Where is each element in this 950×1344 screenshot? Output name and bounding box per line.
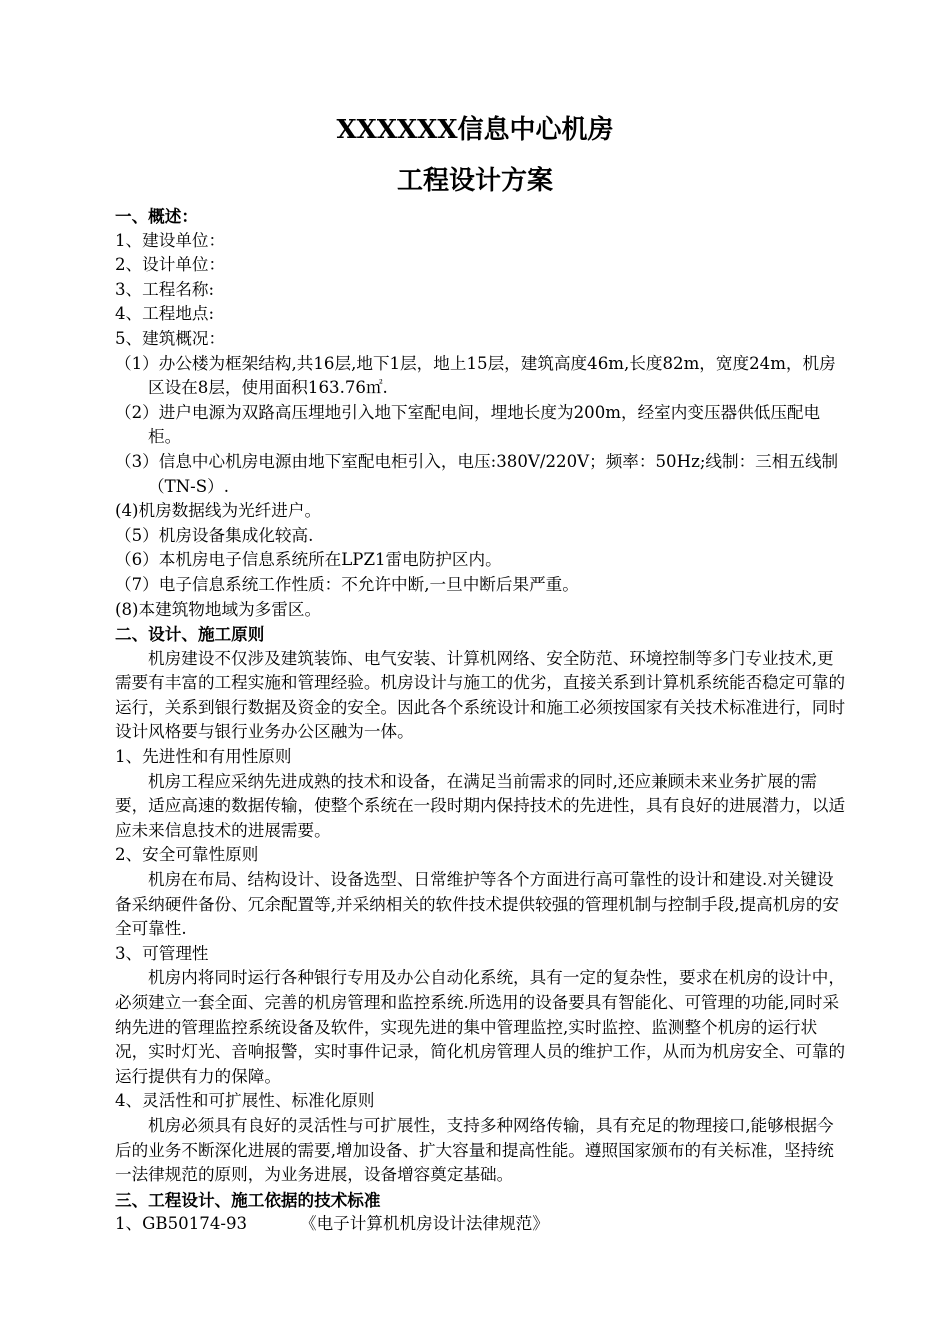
principle-text: 机房在布局、结构设计、设备选型、日常维护等各个方面进行高可靠性的设计和建设.对关键设备采纳硬件备份、冗余配置等,并采纳相关的软件技术提供较强的管理机制与控制手段,提高机房的安全可靠性. <box>115 870 840 939</box>
overview-item: 1、建设单位： <box>115 230 226 250</box>
principle-title: 4、灵活性和可扩展性、标准化原则 <box>115 1091 375 1111</box>
building-sub-item: （6）本机房电子信息系统所在LPZ1雷电防护区内。 <box>115 550 502 570</box>
building-sub-item: （5）机房设备集成化较高. <box>115 525 314 545</box>
building-sub-item: （7）电子信息系统工作性质：不允许中断,一旦中断后果严重。 <box>115 574 579 594</box>
document-body <box>115 204 850 1237</box>
principle-text: 机房必须具有良好的灵活性与可扩展性，支持多种网络传输，具有充足的物理接口,能够根据今后的业务不断深化进展的需要,增加设备、扩大容量和提高性能。遵照国家颁布的有关标准，坚持统一法律规范的原则，为业务进展，设备增容奠定基础。 <box>115 1115 834 1185</box>
building-sub-item: (8)本建筑物地域为多雷区。 <box>115 599 322 619</box>
standard-reference <box>115 1212 850 1237</box>
section3-heading: 三、工程设计、施工依据的技术标准 <box>115 1189 381 1210</box>
principle-title: 2、安全可靠性原则 <box>115 845 259 865</box>
section2-heading: 二、设计、施工原则 <box>115 624 265 645</box>
principle-title: 3、可管理性 <box>115 943 209 963</box>
building-sub-item: （3）信息中心机房电源由地下室配电柜引入，电压:380V/220V；频率：50Hz;线制：三相五线制（TN-S）. <box>115 451 839 496</box>
section2-intro: 机房建设不仅涉及建筑装饰、电气安装、计算机网络、安全防范、环境控制等多门专业技术,更需要有丰富的工程实施和管理经验。机房设计与施工的优劣，直接关系到计算机系统能否稳定可靠的运行，关系到银行数据及资金的安全。因此各个系统设计和施工必须按国家有关技术标准进行，同时设计风格要与银行业务办公区融为一体。 <box>115 648 846 742</box>
building-sub-item: (4)机房数据线为光纤进户。 <box>115 501 322 521</box>
document-title-line1: XXXXXX信息中心机房 <box>336 115 614 145</box>
building-sub-item: （2）进户电源为双路高压埋地引入地下室配电间，埋地长度为200m，经室内变压器供低压配电柜。 <box>115 402 821 447</box>
overview-item: 4、工程地点: <box>115 304 215 324</box>
principle-text: 机房工程应采纳先进成熟的技术和设备，在满足当前需求的同时,还应兼顾未来业务扩展的需要，适应高速的数据传输，使整个系统在一段时期内保持技术的先进性，具有良好的进展潜力，以适应未来信息技术的进展需要。 <box>115 771 846 840</box>
section1-heading: 一、概述： <box>115 206 198 226</box>
standard-code: 1、GB50174-93 <box>115 1214 248 1234</box>
standard-name: 《电子计算机机房设计法律规范》 <box>300 1214 549 1234</box>
document-title-line2: 工程设计方案 <box>396 166 553 196</box>
overview-item: 3、工程名称: <box>115 279 215 299</box>
building-sub-item: （1）办公楼为框架结构,共16层,地下1层，地上15层，建筑高度46m,长度82m，宽度24m，机房区设在8层，使用面积163.76㎡. <box>115 353 836 398</box>
overview-item: 5、建筑概况： <box>115 328 226 348</box>
principle-title: 1、先进性和有用性原则 <box>115 747 292 767</box>
overview-item: 2、设计单位： <box>115 255 226 275</box>
principle-text: 机房内将同时运行各种银行专用及办公自动化系统，具有一定的复杂性，要求在机房的设计中，必须建立一套全面、完善的机房管理和监控系统.所选用的设备要具有智能化、可管理的功能,同时采纳先进的管理监控系统设备及软件，实现先进的集中管理监控,实时监控、监测整个机房的运行状况，实时灯光、音响报警，实时事件记录，简化机房管理人员的维护工作，从而为机房安全、可靠的运行提供有力的保障。 <box>115 968 846 1086</box>
